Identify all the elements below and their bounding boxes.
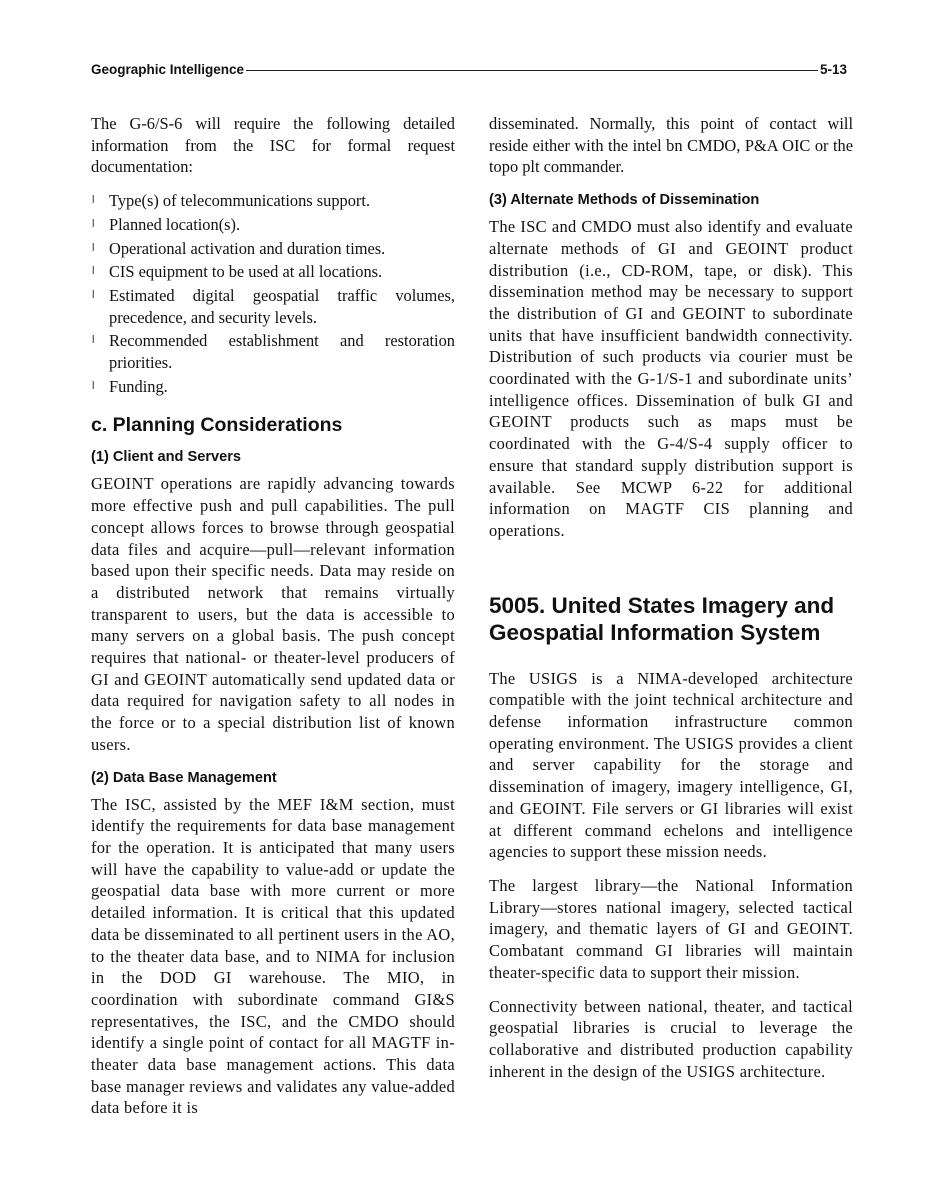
list-item: l CIS equipment to be used at all locations. xyxy=(92,262,383,282)
intro-paragraph: The G-6/S-6 will require the following detailed information from the ISC for formal request documentation: xyxy=(91,114,455,177)
bullet-icon: l xyxy=(92,288,95,301)
bullet-icon: l xyxy=(92,379,95,392)
running-header xyxy=(91,59,847,79)
list-item: l Operational activation and duration times. xyxy=(92,238,386,258)
alternate-methods-paragraph: The ISC and CMDO must also identify and evaluate alternate methods of GI and GEOINT product distribution (i.e., CD-ROM, tape, or disk). This dissemination method may be necessary to support the distribution of GI and GEOINT to subordinate units that have insufficient bandwidth connectivity. Distribution of such products via courier must be coordinated with the G-1/S-1 and subordinate units’ intelligence offices. Dissemination of bulk GI and GEOINT products such as maps must be coordinated with the G-4/S-4 supply officer to ensure that standard supply distribution support is available. See MCWP 6-22 for additional information on MAGTF CIS planning and operations. xyxy=(489,217,853,540)
section-heading-planning: c. Planning Considerations xyxy=(91,414,343,437)
list-item: l Type(s) of telecommunications support. xyxy=(92,191,371,211)
subheading-data-base-management: (2) Data Base Management xyxy=(91,769,277,786)
continuation-paragraph: disseminated. Normally, this point of contact will reside either with the intel bn CMDO, P&A OIC or the topo plt commander. xyxy=(489,114,853,177)
list-item: l Funding. xyxy=(92,376,168,396)
bullet-icon: l xyxy=(92,334,95,347)
bullet-icon: l xyxy=(92,241,95,254)
data-base-management-paragraph: The ISC, assisted by the MEF I&M section, must identify the requirements for data base management for the operation. It is anticipated that many users will have the capability to value-add or update the geospatial data base with more current or more detailed information. It is critical that this updated data be disseminated to all pertinent users in the AO, to the theater data base, and to NIMA for inclusion in the DOD GI warehouse. The MIO, in coordination with subordinate command GI&S representatives, the ISC, and the CMDO should identify a single point of contact for all MAGTF in-theater data base management actions. This data base manager reviews and validates any value-added data before it is xyxy=(91,794,455,1118)
right-column xyxy=(489,113,853,1094)
subheading-client-servers: (1) Client and Servers xyxy=(91,449,242,466)
subheading-alternate-methods: (3) Alternate Methods of Dissemination xyxy=(489,192,760,209)
usigs-paragraph-3: Connectivity between national, theater, and tactical geospatial libraries is crucial to leverage the collaborative and distributed production capability inherent in the design of the USIGS architecture. xyxy=(489,996,853,1081)
header-rule xyxy=(246,70,818,71)
header-title: Geographic Intelligence xyxy=(91,61,245,77)
list-item: l Recommended establishment and restoration priorities. xyxy=(92,331,455,373)
client-servers-paragraph: GEOINT operations are rapidly advancing towards more effective push and pull capabilities. The pull concept allows forces to browse through geospatial data files and acquire—pull—relevant information based upon their specific needs. Data may reside on a distributed network that remains virtually transparent to users, but the data is accessible to many servers on a global basis. The push concept requires that national- or theater-level producers of GI and GEOINT automatically send updated data or data required for navigation safety to all nodes in the force or to a special distribution list of known users. xyxy=(91,474,455,754)
usigs-paragraph-2: The largest library—the National Information Library—stores national imagery, selected tactical imagery, and thematic layers of GI and GEOINT. Combatant command GI libraries will maintain theater-specific data to support their mission. xyxy=(489,875,853,982)
page-number: 5-13 xyxy=(819,61,847,77)
usigs-paragraph-1: The USIGS is a NIMA-developed architecture compatible with the joint technical architecture and defense information infrastructure common operating environment. The USIGS provides a client and server capability for the storage and dissemination of imagery, imagery intelligence, GI, and GEOINT. File servers or GI libraries will exist at different command echelons and intelligence agencies to support these mission needs. xyxy=(489,668,853,862)
bullet-icon: l xyxy=(92,265,95,278)
bullet-icon: l xyxy=(92,194,95,207)
left-column xyxy=(91,113,455,1131)
bullet-icon: l xyxy=(92,217,95,230)
list-item: l Estimated digital geospatial traffic volumes, precedence, and security levels. xyxy=(92,285,455,327)
chapter-heading-usigs: 5005. United States Imagery and Geospatial Information System xyxy=(489,592,835,645)
requirements-list xyxy=(91,190,455,397)
list-item: l Planned location(s). xyxy=(92,214,241,234)
